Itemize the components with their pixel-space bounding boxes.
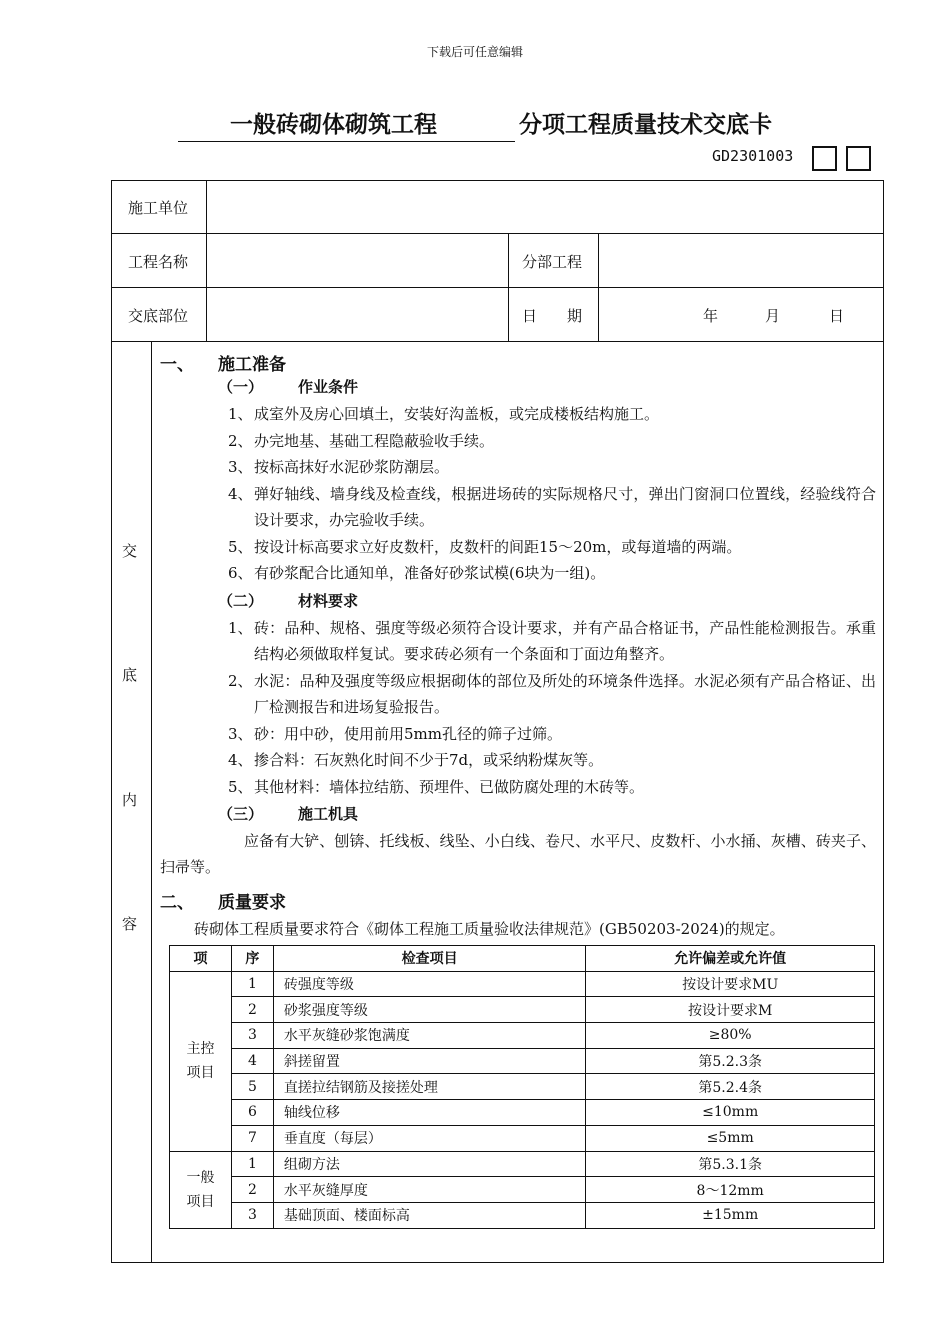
cell-seq: 7 (231, 1125, 273, 1151)
list-item: 2、 水泥：品种及强度等级应根据砌体的部位及所处的环境条件选择。水泥必须有产品合格证、出厂检测报告和进场复验报告。 (228, 671, 876, 716)
cell-seq: 1 (231, 971, 273, 997)
cell-item: 轴线位移 (273, 1100, 586, 1126)
content-body (160, 350, 876, 942)
page-title (0, 106, 950, 142)
row-divider (111, 287, 884, 288)
cell-item: 垂直度（每层） (273, 1125, 586, 1151)
cell-item: 砖强度等级 (273, 971, 586, 997)
list-item: 1、 砖：品种、规格、强度等级必须符合设计要求，并有产品合格证书，产品性能检测报告。承重结构必须做取样复试。要求砖必须有一个条面和丁面边角整齐。 (228, 618, 876, 663)
side-label-char: 底 (122, 666, 138, 684)
subsection-heading: （一） 作业条件 (218, 378, 359, 396)
row-divider (111, 341, 884, 342)
subsection-heading: （二） 材料要求 (218, 591, 359, 610)
side-label-char: 容 (122, 915, 138, 933)
cell-value: 第5.2.4条 (586, 1074, 875, 1100)
cell-item: 水平灰缝砂浆饱满度 (273, 1023, 586, 1049)
table-row (170, 1151, 875, 1177)
table-row (170, 1023, 875, 1049)
header-cell: 序 (231, 946, 273, 972)
list-item: 3、 按标高抹好水泥砂浆防潮层。 (228, 458, 450, 476)
section-heading: 一、 施工准备 (160, 355, 286, 375)
cell-seq: 6 (231, 1100, 273, 1126)
list-item: 3、 砂：用中砂，使用前用5mm孔径的筛子过筛。 (228, 724, 562, 743)
side-label-char: 内 (122, 791, 138, 809)
cell-value: 按设计要求M (586, 997, 875, 1023)
header-cell: 检查项目 (273, 946, 586, 972)
col-divider (151, 341, 152, 1263)
table-row (170, 1100, 875, 1126)
paragraph: 应备有大铲、刨锛、托线板、线坠、小白线、卷尺、水平尺、皮数杆、小水捅、灰槽、砖夹子、扫帚等。 (160, 832, 876, 876)
cell-value: 8～12mm (586, 1177, 875, 1203)
group-main-control: 主控项目 (170, 971, 232, 1151)
title-underline-blank (459, 117, 515, 142)
table-header-row (170, 946, 875, 972)
table-row (170, 971, 875, 997)
cell-value: 第5.3.1条 (586, 1151, 875, 1177)
table-row (170, 1177, 875, 1203)
cell-value: ≥80% (586, 1023, 875, 1049)
label-construction-unit: 施工单位 (128, 199, 189, 217)
label-project-name: 工程名称 (128, 253, 189, 271)
table-row (170, 1074, 875, 1100)
cell-seq: 3 (231, 1202, 273, 1228)
checkbox-2[interactable] (846, 146, 871, 171)
label-handover-part: 交底部位 (128, 307, 189, 325)
cell-seq: 2 (231, 997, 273, 1023)
label-date: 日 期 (522, 307, 583, 325)
cell-value: 第5.2.3条 (586, 1048, 875, 1074)
date-month: 月 (765, 307, 781, 325)
list-item: 2、 办完地基、基础工程隐蔽验收手续。 (228, 431, 495, 450)
cell-value: ±15mm (586, 1202, 875, 1228)
title-suffix: 分项工程质量技术交底卡 (519, 112, 772, 138)
cell-value: 按设计要求MU (586, 971, 875, 997)
cell-item: 砂浆强度等级 (273, 997, 586, 1023)
list-item: 5、 其他材料：墙体拉结筋、预埋件、已做防腐处理的木砖等。 (228, 777, 645, 796)
quality-table (169, 945, 875, 1229)
cell-item: 直搓拉结钢筋及接搓处理 (273, 1074, 586, 1100)
form-code: GD2301003 (712, 147, 794, 165)
list-item: 6、 有砂浆配合比通知单，准备好砂浆试模(6块为一组)。 (228, 564, 606, 582)
cell-item: 基础顶面、楼面标高 (273, 1202, 586, 1228)
table-row (170, 997, 875, 1023)
title-project: 一般砖砌体砌筑工程 (178, 106, 459, 142)
col-divider (206, 180, 207, 341)
cell-value: ≤10mm (586, 1100, 875, 1126)
list-item: 4、 掺合料：石灰熟化时间不少于7d，或采纳粉煤灰等。 (228, 751, 604, 769)
table-row (170, 1048, 875, 1074)
section-heading: 二、 质量要求 (160, 893, 286, 913)
label-subproject: 分部工程 (522, 253, 583, 271)
cell-seq: 3 (231, 1023, 273, 1049)
date-year: 年 (703, 307, 719, 325)
table-row (170, 1202, 875, 1228)
list-item: 4、 弹好轴线、墙身线及检查线，根据进场砖的实际规格尺寸，弹出门窗洞口位置线，经验线符合设计要求，办完验收手续。 (228, 484, 876, 529)
side-label-char: 交 (122, 542, 138, 560)
cell-seq: 1 (231, 1151, 273, 1177)
header-cell: 项 (170, 946, 232, 972)
subsection-heading: （三） 施工机具 (218, 805, 359, 823)
checkbox-1[interactable] (812, 146, 837, 171)
cell-item: 斜搓留置 (273, 1048, 586, 1074)
col-divider (598, 233, 599, 341)
group-general: 一般项目 (170, 1151, 232, 1228)
header-note: 下载后可任意编辑 (426, 45, 523, 59)
col-divider (508, 233, 509, 341)
list-item: 5、 按设计标高要求立好皮数杆，皮数杆的间距15～20m，或每道墙的两端。 (228, 537, 742, 556)
cell-value: ≤5mm (586, 1125, 875, 1151)
cell-seq: 5 (231, 1074, 273, 1100)
cell-item: 水平灰缝厚度 (273, 1177, 586, 1203)
row-divider (111, 233, 884, 234)
list-item: 1、 成室外及房心回填土，安装好沟盖板，或完成楼板结构施工。 (228, 405, 660, 423)
paragraph: 砖砌体工程质量要求符合《砌体工程施工质量验收法律规范》(GB50203-2024)的规定。 (194, 920, 785, 938)
cell-item: 组砌方法 (273, 1151, 586, 1177)
cell-seq: 2 (231, 1177, 273, 1203)
table-row (170, 1125, 875, 1151)
cell-seq: 4 (231, 1048, 273, 1074)
header-cell: 允许偏差或允许值 (586, 946, 875, 972)
date-day: 日 (829, 307, 845, 325)
